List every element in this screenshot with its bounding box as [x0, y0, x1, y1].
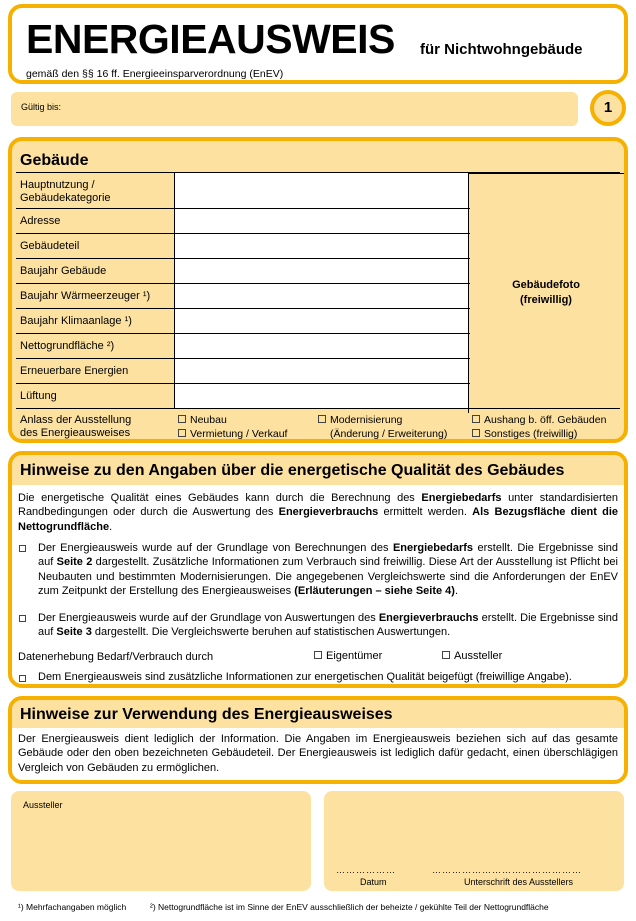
heat-generator-year-input[interactable]: [175, 284, 468, 308]
document-subtitle: für Nichtwohngebäude: [420, 41, 583, 58]
quality-section-title: Hinweise zu den Angaben über die energetische Qualität des Gebäudes: [20, 462, 565, 479]
checkbox-consumption-based[interactable]: [19, 615, 26, 622]
net-floor-area-input[interactable]: [175, 334, 468, 358]
issuer-label: Aussteller: [23, 800, 63, 810]
usage-text: Der Energieausweis dient lediglich der Information. Die Angaben im Energieausweis beziehen sich auf das gesamte Gebäude oder den oben bezeichneten Gebäudeteil. Der Energieausweis ist lediglich dafür gedacht, einen überschlägigen Vergleich von Gebäuden zu ermöglichen.: [18, 733, 618, 774]
quality-intro-text: Die energetische Qualität eines Gebäudes kann durch die Berechnung des Energiebedarfs unter standardisierten Randbedingungen oder durch die Auswertung des Energieverbrauchs ermittelt werden. Als Bezugsfläche dient die Nettogrundfläche.: [18, 492, 619, 533]
building-part-label: Gebäudeteil: [20, 240, 80, 252]
building-photo-label: Gebäudefoto (freiwillig): [512, 279, 580, 306]
renewable-energy-input[interactable]: [175, 359, 468, 383]
usage-section-title: Hinweise zur Verwendung des Energieausweises: [20, 706, 393, 723]
divider: [16, 283, 470, 284]
construction-year-input[interactable]: [175, 259, 468, 283]
legal-basis: gemäß den §§ 16 ff. Energieeinsparverordnung (EnEV): [26, 68, 284, 80]
ventilation-input[interactable]: [175, 384, 468, 408]
checkbox-icon: [318, 415, 326, 423]
checkbox-icon: [442, 651, 450, 659]
checkbox-owner[interactable]: Eigentümer: [314, 650, 382, 663]
divider: [16, 308, 470, 309]
checkbox-icon: [472, 429, 480, 437]
footnote-1: ¹) Mehrfachangaben möglich: [18, 902, 127, 912]
ac-year-label: Baujahr Klimaanlage ¹): [20, 315, 132, 327]
divider: [16, 333, 470, 334]
checkbox-demand-based[interactable]: [19, 545, 26, 552]
building-section: [8, 137, 628, 443]
checkbox-icon: [178, 429, 186, 437]
header: [8, 4, 628, 84]
divider: [16, 208, 470, 209]
usage-section-header: [12, 700, 624, 728]
footnote-2: ²) Nettogrundfläche ist im Sinne der EnEV ausschließlich der beheizte / gekühlte Teil der Nettogrundfläche: [150, 902, 549, 912]
renewable-energy-label: Erneuerbare Energien: [20, 365, 129, 377]
checkbox-other[interactable]: Sonstiges (freiwillig): [472, 428, 577, 441]
document-title: ENERGIEAUSWEIS: [26, 16, 395, 62]
demand-based-text: Der Energieausweis wurde auf der Grundlage von Berechnungen des Energiebedarfs erstellt. Die Ergebnisse sind auf Seite 2 dargestellt. Zusätzliche Informationen zum Verbrauch sind freiwillig. Diese Art der Ausstellung ist Pflicht bei Neubauten und bestimmten Modernisierungen. Die angegebenen Vergleichswerte sind die Anforderungen der EnEV zum Zeitpunkt der Erstellung des Energieausweises (Erläuterungen – siehe Seite 4).: [38, 542, 619, 597]
checkbox-icon: [178, 415, 186, 423]
data-collection-label: Datenerhebung Bedarf/Verbrauch durch: [18, 651, 214, 663]
net-floor-area-label: Nettogrundfläche ²): [20, 340, 115, 352]
page-number-badge: 1: [590, 90, 626, 126]
building-part-input[interactable]: [175, 234, 468, 258]
divider: [16, 258, 470, 259]
issuer-field[interactable]: [11, 791, 311, 891]
modernisation-detail: (Änderung / Erweiterung): [330, 428, 448, 440]
checkbox-icon: [472, 415, 480, 423]
address-input[interactable]: [175, 209, 468, 233]
checkbox-modernisation[interactable]: Modernisierung: [318, 414, 402, 427]
building-section-title: Gebäude: [20, 152, 89, 169]
construction-year-label: Baujahr Gebäude: [20, 265, 107, 277]
checkbox-additional-info[interactable]: [19, 675, 26, 682]
quality-section-header: [12, 455, 624, 485]
usage-section: [8, 696, 628, 784]
date-label: Datum: [360, 877, 387, 887]
valid-until-field[interactable]: [11, 92, 578, 126]
column-divider: [174, 172, 175, 409]
consumption-based-text: Der Energieausweis wurde auf der Grundlage von Auswertungen des Energieverbrauchs erstellt. Die Ergebnisse sind auf Seite 3 dargestellt. Die Vergleichswerte beruhen auf statistischen Auswertungen.: [38, 612, 619, 639]
ventilation-label: Lüftung: [20, 390, 57, 402]
issue-reason-label: Anlass der Ausstellung des Energieausweises: [20, 414, 132, 439]
divider: [16, 233, 470, 234]
checkbox-icon: [314, 651, 322, 659]
additional-info-text: Dem Energieausweis sind zusätzliche Informationen zur energetischen Qualität beigefügt (freiwillige Angabe).: [38, 671, 572, 683]
signature-label: Unterschrift des Ausstellers: [464, 877, 574, 887]
signature-line: ………………………………………: [432, 865, 582, 875]
heat-generator-year-label: Baujahr Wärmeerzeuger ¹): [20, 290, 151, 302]
checkbox-new-building[interactable]: Neubau: [178, 414, 227, 427]
divider: [16, 358, 470, 359]
quality-section: [8, 451, 628, 688]
ac-year-input[interactable]: [175, 309, 468, 333]
main-use-input[interactable]: [175, 173, 468, 208]
checkbox-rent-sale[interactable]: Vermietung / Verkauf: [178, 428, 287, 441]
main-use-label: Hauptnutzung / Gebäudekategorie: [20, 179, 111, 204]
checkbox-public-notice[interactable]: Aushang b. öff. Gebäuden: [472, 414, 606, 427]
checkbox-issuer[interactable]: Aussteller: [442, 650, 502, 663]
valid-until-label: Gültig bis:: [21, 102, 62, 112]
divider: [16, 383, 470, 384]
date-line: ………………: [336, 865, 396, 875]
address-label: Adresse: [20, 215, 61, 227]
signature-field[interactable]: [324, 791, 624, 891]
